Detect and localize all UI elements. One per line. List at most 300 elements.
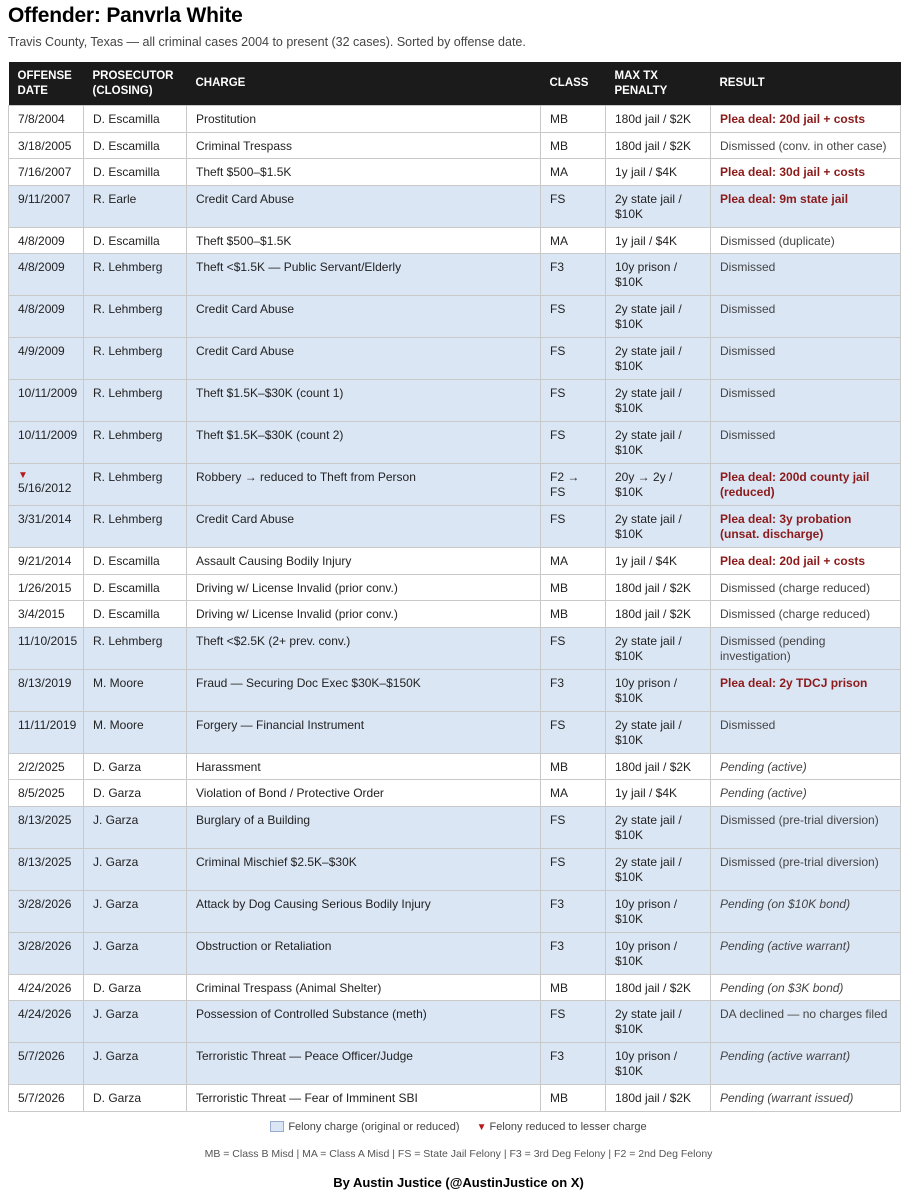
felony-swatch [270,1121,284,1132]
cell-max-penalty-text: 2y state jail / $10K [615,633,682,663]
table-row [9,132,901,159]
table-row [9,753,901,780]
cell-charge-text: Theft $500–$1.5K [196,165,292,179]
cell-prosecutor [84,254,187,296]
cell-offense-date [9,185,84,227]
cell-class [541,574,606,601]
cell-charge-text: Credit Card Abuse [196,191,295,206]
cell-class [541,627,606,669]
cell-result [711,890,901,932]
cell-result [711,548,901,575]
cell-prosecutor [84,132,187,159]
cell-result [711,601,901,628]
cell-prosecutor [84,974,187,1001]
cell-prosecutor-text: R. Lehmberg [93,633,163,648]
table-row [9,848,901,890]
table-row [9,1085,901,1112]
cell-max-penalty-text: 10y prison / $10K [615,675,678,705]
cell-max-penalty-text: 2y state jail / $10K [615,717,682,747]
cell-max-penalty-text: 180d jail / $2K [615,112,692,126]
cell-max-penalty [606,338,711,380]
cell-charge [187,506,541,548]
cell-prosecutor-text: J. Garza [93,896,139,911]
cell-max-penalty-text: 2y state jail / $10K [615,854,682,884]
cell-offense-date-text: 4/24/2026 [18,980,72,995]
cell-prosecutor [84,848,187,890]
reduced-marker-icon: ▼ [476,1121,487,1133]
table-body [9,106,901,1112]
cell-result-text: Dismissed [720,428,776,442]
cell-charge-text: Robbery → reduced to Theft from Person [196,470,416,484]
cell-charge [187,627,541,669]
cell-charge [187,548,541,575]
cell-offense-date-text: 5/16/2012 [18,481,72,495]
cell-charge [187,132,541,159]
cell-prosecutor [84,185,187,227]
cell-class [541,780,606,807]
cell-class-text: FS [550,302,566,316]
cell-prosecutor-text: D. Escamilla [93,607,160,621]
cell-result-text: Dismissed (duplicate) [720,233,835,248]
cell-result-text: Dismissed (pre-trial diversion) [720,854,879,869]
cell-offense-date [9,848,84,890]
cell-offense-date [9,974,84,1001]
cell-charge [187,1001,541,1043]
cell-class [541,548,606,575]
cell-max-penalty [606,711,711,753]
cell-charge-text: Criminal Mischief $2.5K–$30K [196,854,357,869]
cell-offense-date-text: 4/8/2009 [18,233,65,248]
cell-result [711,464,901,506]
legend-felony-label: Felony charge (original or reduced) [288,1120,460,1133]
cell-charge-text: Theft <$1.5K — Public Servant/Elderly [196,260,402,274]
table-row [9,422,901,464]
cell-class [541,848,606,890]
cell-charge [187,380,541,422]
cell-offense-date [9,574,84,601]
abbreviation-key: MB = Class B Misd | MA = Class A Misd | FS = State Jail Felony | F3 = 3rd Deg Felony | F2 = 2nd Deg Felony [204,1147,713,1160]
cell-result-text: Dismissed [720,260,776,274]
cell-charge [187,422,541,464]
cell-class [541,974,606,1001]
page-title: Offender: Panvrla White [8,4,243,27]
cell-result-text: Dismissed [720,717,776,732]
cell-offense-date-text: 3/31/2014 [18,512,72,526]
cell-offense-date-text: 4/9/2009 [18,344,65,358]
cell-offense-date-text: 11/10/2015 [18,633,78,648]
cell-max-penalty [606,227,711,254]
cell-result [711,932,901,974]
cell-charge-text: Credit Card Abuse [196,302,295,316]
cell-max-penalty [606,1085,711,1112]
cell-result-text: Pending (on $10K bond) [720,896,851,911]
cell-prosecutor [84,380,187,422]
cell-result [711,185,901,227]
cell-prosecutor-text: R. Lehmberg [93,386,163,400]
cell-result-text: Plea deal: 2y TDCJ prison [720,675,868,690]
cell-class [541,159,606,186]
cell-prosecutor-text: D. Escamilla [93,580,160,595]
cell-max-penalty [606,380,711,422]
column-header-result: RESULT [711,62,901,106]
cell-offense-date [9,932,84,974]
cell-class [541,254,606,296]
column-header-prosecutor: PROSECUTOR (CLOSING) [84,62,187,106]
cell-max-penalty [606,106,711,133]
cell-prosecutor [84,106,187,133]
cell-charge [187,753,541,780]
cell-prosecutor-text: R. Lehmberg [93,302,163,316]
cell-result [711,753,901,780]
table-row [9,159,901,186]
cell-result-text: DA declined — no charges filed [720,1007,888,1021]
cell-offense-date [9,753,84,780]
cell-prosecutor-text: M. Moore [93,717,144,732]
page-subtitle: Travis County, Texas — all criminal cases 2004 to present (32 cases). Sorted by offense date. [8,35,526,49]
cell-prosecutor [84,1001,187,1043]
table-row [9,806,901,848]
cell-charge [187,974,541,1001]
cell-charge [187,669,541,711]
cell-max-penalty [606,159,711,186]
cell-class-text: FS [550,512,566,526]
cell-charge [187,159,541,186]
cell-max-penalty [606,254,711,296]
cell-class-text: MB [550,759,568,774]
cell-result-text: Plea deal: 200d county jail (reduced) [720,470,870,499]
cell-prosecutor [84,601,187,628]
cell-result [711,132,901,159]
cell-prosecutor [84,1085,187,1112]
cell-prosecutor [84,464,187,506]
cell-offense-date [9,254,84,296]
table-row [9,548,901,575]
cell-offense-date [9,106,84,133]
column-header-max-penalty: MAX TX PENALTY [606,62,711,106]
cell-prosecutor [84,548,187,575]
cell-charge [187,185,541,227]
cell-max-penalty [606,601,711,628]
cell-offense-date-text: 5/7/2026 [18,1091,65,1105]
cell-charge-text: Attack by Dog Causing Serious Bodily Injury [196,896,431,911]
cell-prosecutor-text: J. Garza [93,938,139,953]
cell-prosecutor-text: R. Earle [93,191,137,206]
cell-prosecutor [84,627,187,669]
table-row [9,601,901,628]
cell-prosecutor-text: D. Escamilla [93,112,160,126]
cell-result-text: Dismissed (charge reduced) [720,580,871,595]
cell-result [711,296,901,338]
cell-prosecutor-text: R. Lehmberg [93,512,163,526]
cell-max-penalty-text: 10y prison / $10K [615,1049,678,1078]
cell-class-text: MA [550,165,568,179]
cell-offense-date-text: 11/11/2019 [18,717,77,732]
cell-offense-date-text: 8/13/2025 [18,854,72,869]
cell-charge [187,106,541,133]
cell-class-text: FS [550,386,566,400]
cell-offense-date-text: 10/11/2009 [18,428,78,442]
cell-class-text: MB [550,980,568,995]
cell-class-text: FS [550,717,566,732]
cell-result-text: Dismissed [720,386,776,400]
cell-class-text: MA [550,554,568,568]
cell-charge-text: Theft $1.5K–$30K (count 2) [196,428,344,442]
cell-prosecutor-text: J. Garza [93,812,139,827]
cell-offense-date [9,1085,84,1112]
cell-charge-text: Theft <$2.5K (2+ prev. conv.) [196,633,351,648]
cell-prosecutor-text: R. Lehmberg [93,470,163,484]
cell-charge-text: Violation of Bond / Protective Order [196,786,384,800]
cell-offense-date [9,890,84,932]
cell-prosecutor-text: J. Garza [93,1049,139,1063]
cell-class-text: F3 [550,938,565,953]
cell-result-text: Dismissed (pending investigation) [720,633,826,663]
cell-class [541,380,606,422]
cell-class [541,506,606,548]
cell-charge [187,601,541,628]
cell-offense-date-text: 10/11/2009 [18,386,78,400]
cell-max-penalty-text: 180d jail / $2K [615,580,692,595]
cell-charge [187,296,541,338]
cell-offense-date [9,296,84,338]
cell-class-text: FS [550,854,566,869]
cell-max-penalty [606,974,711,1001]
cell-offense-date [9,506,84,548]
legend-reduced-label: Felony reduced to lesser charge [489,1120,647,1133]
cell-max-penalty-text: 10y prison / $10K [615,260,678,289]
cell-result-text: Pending (on $3K bond) [720,980,844,995]
cell-class-text: FS [550,1007,566,1021]
cell-class [541,932,606,974]
cell-max-penalty-text: 2y state jail / $10K [615,302,682,331]
cell-offense-date [9,548,84,575]
cell-prosecutor [84,296,187,338]
cell-charge [187,780,541,807]
cell-result [711,669,901,711]
cell-offense-date-text: 8/13/2025 [18,812,72,827]
cell-charge-text: Forgery — Financial Instrument [196,717,365,732]
cell-class-text: MB [550,138,568,153]
cell-offense-date-text: 3/28/2026 [18,896,72,911]
table-row [9,464,901,506]
cell-offense-date-text: 9/11/2007 [18,191,71,206]
cell-class-text: F3 [550,675,565,690]
cell-class-text: FS [550,344,566,358]
cell-charge-text: Criminal Trespass [196,138,293,153]
legend [8,1121,909,1135]
cell-prosecutor-text: R. Lehmberg [93,344,163,358]
cell-max-penalty [606,848,711,890]
cell-charge [187,711,541,753]
cell-offense-date [9,422,84,464]
cell-offense-date [9,1001,84,1043]
cell-class-text: MB [550,607,568,621]
cell-prosecutor [84,806,187,848]
cell-prosecutor-text: J. Garza [93,854,139,869]
cell-max-penalty-text: 2y state jail / $10K [615,191,682,221]
byline: By Austin Justice (@AustinJustice on X) [333,1174,584,1190]
cell-offense-date-text: 9/21/2014 [18,554,72,568]
table-row [9,380,901,422]
cell-prosecutor-text: D. Garza [93,1091,142,1105]
cell-offense-date [9,601,84,628]
cell-charge-text: Credit Card Abuse [196,512,295,526]
cell-result [711,1001,901,1043]
cell-prosecutor-text: D. Escamilla [93,165,160,179]
cell-result-text: Plea deal: 9m state jail [720,191,849,206]
cell-max-penalty [606,753,711,780]
cell-prosecutor [84,159,187,186]
cell-max-penalty [606,296,711,338]
table-row [9,506,901,548]
cell-prosecutor [84,338,187,380]
cell-class [541,1085,606,1112]
cell-offense-date-text: 3/18/2005 [18,138,72,153]
table-row [9,338,901,380]
cell-max-penalty [606,574,711,601]
cell-class [541,890,606,932]
cell-prosecutor [84,711,187,753]
cell-charge-text: Burglary of a Building [196,812,311,827]
cell-prosecutor-text: R. Lehmberg [93,428,163,442]
cell-result-text: Dismissed (conv. in other case) [720,138,887,153]
cell-charge [187,338,541,380]
cell-prosecutor-text: D. Escamilla [93,233,160,248]
cell-max-penalty [606,185,711,227]
cell-offense-date-text: 4/8/2009 [18,260,65,274]
cell-class-text: FS [550,191,566,206]
cell-result-text: Pending (active warrant) [720,938,851,953]
table-row [9,974,901,1001]
cell-result [711,422,901,464]
cell-result-text: Dismissed (charge reduced) [720,607,871,621]
cell-class [541,669,606,711]
cell-class-text: MB [550,580,568,595]
cell-offense-date-text: 2/2/2025 [18,759,65,774]
cell-charge-text: Criminal Trespass (Animal Shelter) [196,980,382,995]
table-row [9,185,901,227]
cell-max-penalty [606,780,711,807]
table-row [9,780,901,807]
cell-prosecutor [84,227,187,254]
cell-result-text: Pending (active) [720,786,807,800]
table-header [9,62,901,106]
cell-max-penalty-text: 1y jail / $4K [615,786,678,800]
cell-offense-date-text: 5/7/2026 [18,1049,65,1063]
table-row [9,254,901,296]
cell-charge [187,1043,541,1085]
cell-result [711,338,901,380]
cell-prosecutor-text: D. Garza [93,786,142,800]
cell-max-penalty-text: 180d jail / $2K [615,980,692,995]
cell-offense-date [9,669,84,711]
cell-charge [187,1085,541,1112]
cell-max-penalty-text: 2y state jail / $10K [615,344,682,373]
cell-max-penalty [606,890,711,932]
cell-charge-text: Theft $500–$1.5K [196,233,292,248]
cell-charge-text: Obstruction or Retaliation [196,938,332,953]
table-row [9,1001,901,1043]
cell-result-text: Pending (active warrant) [720,1049,851,1063]
cell-result [711,106,901,133]
cell-offense-date [9,627,84,669]
cell-prosecutor [84,506,187,548]
cell-max-penalty-text: 1y jail / $4K [615,554,678,568]
cell-result-text: Dismissed [720,302,776,316]
cell-offense-date-text: 4/8/2009 [18,302,65,316]
cell-offense-date-text: 7/8/2004 [18,112,65,126]
cell-class-text: F2 → FS [550,470,580,499]
cell-charge-text: Fraud — Securing Doc Exec $30K–$150K [196,675,421,690]
cell-charge [187,806,541,848]
cell-result [711,806,901,848]
cell-charge-text: Terroristic Threat — Peace Officer/Judge [196,1049,413,1063]
cell-offense-date-text: 1/26/2015 [18,580,72,595]
cell-class-text: FS [550,812,566,827]
cell-charge [187,890,541,932]
cell-offense-date [9,780,84,807]
cell-prosecutor-text: M. Moore [93,675,144,690]
cell-result-text: Plea deal: 20d jail + costs [720,554,866,568]
cell-offense-date-text: 3/4/2015 [18,607,65,621]
cell-class [541,601,606,628]
cell-offense-date [9,806,84,848]
cell-offense-date [9,380,84,422]
cell-charge-text: Prostitution [196,112,257,126]
cell-result [711,506,901,548]
column-header-offense-date: OFFENSE DATE [9,62,84,106]
table-row [9,932,901,974]
header-row [9,62,901,106]
cell-charge [187,932,541,974]
table-row [9,1043,901,1085]
cell-offense-date [9,227,84,254]
cell-result [711,574,901,601]
cell-class [541,185,606,227]
cell-result [711,711,901,753]
cases-table [8,62,901,1112]
cell-class [541,296,606,338]
cell-prosecutor-text: R. Lehmberg [93,260,163,274]
cell-prosecutor [84,890,187,932]
cell-max-penalty [606,422,711,464]
cell-prosecutor [84,1043,187,1085]
table-row [9,296,901,338]
cell-max-penalty [606,1001,711,1043]
cell-result [711,380,901,422]
cell-charge [187,848,541,890]
cell-class [541,227,606,254]
cell-class-text: MB [550,112,568,126]
cell-class [541,338,606,380]
cell-class [541,711,606,753]
cell-result-text: Pending (active) [720,759,807,774]
cell-class [541,132,606,159]
table-row [9,106,901,133]
cell-result [711,627,901,669]
cell-max-penalty-text: 10y prison / $10K [615,896,678,926]
cell-max-penalty-text: 20y → 2y / $10K [615,470,673,499]
cell-prosecutor [84,574,187,601]
cell-charge-text: Possession of Controlled Substance (meth) [196,1007,427,1021]
cell-result-text: Plea deal: 3y probation (unsat. discharge) [720,512,852,541]
cell-class [541,806,606,848]
table-row [9,574,901,601]
cell-prosecutor-text: D. Garza [93,980,142,995]
cell-max-penalty [606,132,711,159]
cell-prosecutor [84,780,187,807]
table-row [9,227,901,254]
